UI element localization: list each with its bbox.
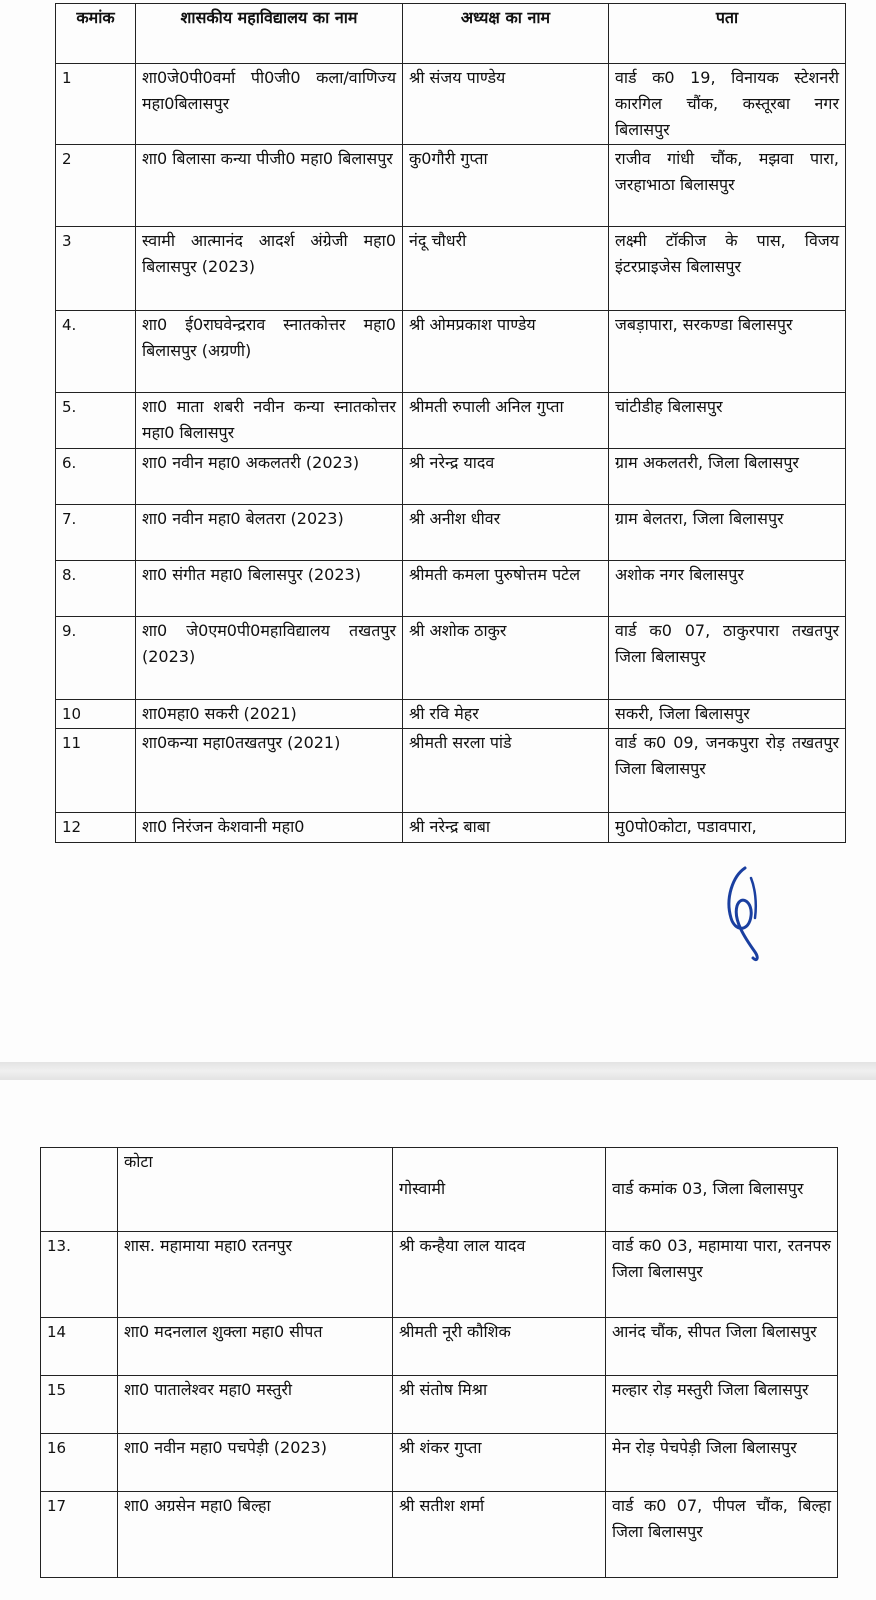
table-row bbox=[56, 505, 846, 561]
college-cell: शा0 संगीत महा0 बिलासपुर (2023) bbox=[136, 561, 403, 617]
college-header: शासकीय महाविद्यालय का नाम bbox=[136, 4, 403, 64]
serial-cell: 13. bbox=[41, 1232, 118, 1318]
table-row bbox=[41, 1318, 838, 1376]
head-cell: श्रीमती सरला पांडे bbox=[403, 729, 609, 813]
table-row bbox=[56, 393, 846, 449]
college-cell: शा0 माता शबरी नवीन कन्या स्नातकोत्तर महा0 बिलासपुर bbox=[136, 393, 403, 449]
table-row bbox=[41, 1232, 838, 1318]
address-cell: मु0पो0कोटा, पडावपारा, bbox=[609, 813, 846, 843]
college-cell: शास. महामाया महा0 रतनपुर bbox=[118, 1232, 393, 1318]
address-cell: वार्ड क0 03, महामाया पारा, रतनपरु जिला बिलासपुर bbox=[606, 1232, 838, 1318]
head-cell: श्री संतोष मिश्रा bbox=[393, 1376, 606, 1434]
table-row bbox=[56, 617, 846, 700]
serial-cell: 5. bbox=[56, 393, 136, 449]
serial-cell: 4. bbox=[56, 311, 136, 393]
table-row bbox=[56, 227, 846, 311]
college-cell: शा0 ई0राघवेन्द्रराव स्नातकोत्तर महा0 बिलासपुर (अग्रणी) bbox=[136, 311, 403, 393]
address-cell: मल्हार रोड़ मस्तुरी जिला बिलासपुर bbox=[606, 1376, 838, 1434]
table-row bbox=[56, 449, 846, 505]
address-cell: वार्ड कमांक 03, जिला बिलासपुर bbox=[606, 1148, 838, 1232]
college-cell: कोटा bbox=[118, 1148, 393, 1232]
college-cell: शा0कन्या महा0तखतपुर (2021) bbox=[136, 729, 403, 813]
table-row bbox=[56, 700, 846, 729]
address-cell: मेन रोड़ पेचपेड़ी जिला बिलासपुर bbox=[606, 1434, 838, 1492]
table-row bbox=[41, 1376, 838, 1434]
serial-cell: 2 bbox=[56, 145, 136, 227]
address-cell: वार्ड क0 07, ठाकुरपारा तखतपुर जिला बिलासपुर bbox=[609, 617, 846, 700]
head-cell: श्री कन्हैया लाल यादव bbox=[393, 1232, 606, 1318]
address-cell: आनंद चौंक, सीपत जिला बिलासपुर bbox=[606, 1318, 838, 1376]
college-cell: शा0 मदनलाल शुक्ला महा0 सीपत bbox=[118, 1318, 393, 1376]
address-cell: वार्ड क0 19, विनायक स्टेशनरी कारगिल चौंक, कस्तूरबा नगर बिलासपुर bbox=[609, 64, 846, 145]
address-cell: ग्राम अकलतरी, जिला बिलासपुर bbox=[609, 449, 846, 505]
serial-cell: 6. bbox=[56, 449, 136, 505]
college-cell: शा0 पातालेश्वर महा0 मस्तुरी bbox=[118, 1376, 393, 1434]
address-cell: वार्ड क0 09, जनकपुरा रोड़ तखतपुर जिला बिलासपुर bbox=[609, 729, 846, 813]
college-cell: शा0जे0पी0वर्मा पी0जी0 कला/वाणिज्य महा0बिलासपुर bbox=[136, 64, 403, 145]
serial-cell: 16 bbox=[41, 1434, 118, 1492]
page-divider bbox=[0, 1062, 876, 1080]
head-cell: श्री नरेन्द्र बाबा bbox=[403, 813, 609, 843]
table-row bbox=[56, 813, 846, 843]
head-cell: श्री संजय पाण्डेय bbox=[403, 64, 609, 145]
table-row bbox=[41, 1492, 838, 1578]
signature-mark bbox=[715, 858, 775, 968]
address-cell: चांटीडीह बिलासपुर bbox=[609, 393, 846, 449]
serial-cell: 10 bbox=[56, 700, 136, 729]
serial-header: कमांक bbox=[56, 4, 136, 64]
college-cell: शा0 बिलासा कन्या पीजी0 महा0 बिलासपुर bbox=[136, 145, 403, 227]
address-cell: लक्ष्मी टॉकीज के पास, विजय इंटरप्राइजेस बिलासपुर bbox=[609, 227, 846, 311]
head-cell: श्री अशोक ठाकुर bbox=[403, 617, 609, 700]
college-cell: स्वामी आत्मानंद आदर्श अंग्रेजी महा0 बिलासपुर (2023) bbox=[136, 227, 403, 311]
document-page-2 bbox=[0, 1080, 876, 1600]
serial-cell: 7. bbox=[56, 505, 136, 561]
head-cell: श्रीमती रुपाली अनिल गुप्ता bbox=[403, 393, 609, 449]
head-cell: श्री रवि मेहर bbox=[403, 700, 609, 729]
serial-cell: 9. bbox=[56, 617, 136, 700]
serial-cell: 3 bbox=[56, 227, 136, 311]
college-cell: शा0 अग्रसेन महा0 बिल्हा bbox=[118, 1492, 393, 1578]
head-cell: श्री अनीश धीवर bbox=[403, 505, 609, 561]
head-cell: श्री शंकर गुप्ता bbox=[393, 1434, 606, 1492]
serial-cell: 15 bbox=[41, 1376, 118, 1434]
head-cell: श्री नरेन्द्र यादव bbox=[403, 449, 609, 505]
college-cell: शा0 नवीन महा0 अकलतरी (2023) bbox=[136, 449, 403, 505]
serial-cell bbox=[41, 1148, 118, 1232]
table-row bbox=[56, 64, 846, 145]
serial-cell: 14 bbox=[41, 1318, 118, 1376]
address-cell: राजीव गांधी चौंक, मझवा पारा, जरहाभाठा बिलासपुर bbox=[609, 145, 846, 227]
head-header: अध्यक्ष का नाम bbox=[403, 4, 609, 64]
table-row bbox=[56, 729, 846, 813]
college-cell: शा0 नवीन महा0 बेलतरा (2023) bbox=[136, 505, 403, 561]
table-row bbox=[41, 1148, 838, 1232]
address-cell: ग्राम बेलतरा, जिला बिलासपुर bbox=[609, 505, 846, 561]
college-cell: शा0 नवीन महा0 पचपेड़ी (2023) bbox=[118, 1434, 393, 1492]
colleges-table-part-2 bbox=[40, 1147, 838, 1578]
head-cell: नंदू चौधरी bbox=[403, 227, 609, 311]
head-cell: श्री ओमप्रकाश पाण्डेय bbox=[403, 311, 609, 393]
table-row bbox=[56, 561, 846, 617]
address-header: पता bbox=[609, 4, 846, 64]
address-cell: सकरी, जिला बिलासपुर bbox=[609, 700, 846, 729]
serial-cell: 11 bbox=[56, 729, 136, 813]
head-cell: कु0गौरी गुप्ता bbox=[403, 145, 609, 227]
address-cell: अशोक नगर बिलासपुर bbox=[609, 561, 846, 617]
table-row bbox=[56, 311, 846, 393]
serial-cell: 8. bbox=[56, 561, 136, 617]
serial-cell: 17 bbox=[41, 1492, 118, 1578]
head-cell: श्री सतीश शर्मा bbox=[393, 1492, 606, 1578]
colleges-table-part-1 bbox=[55, 3, 846, 843]
serial-cell: 1 bbox=[56, 64, 136, 145]
head-cell: श्रीमती नूरी कौशिक bbox=[393, 1318, 606, 1376]
table-row bbox=[41, 1434, 838, 1492]
address-cell: जबड़ापारा, सरकण्डा बिलासपुर bbox=[609, 311, 846, 393]
college-cell: शा0 निरंजन केशवानी महा0 bbox=[136, 813, 403, 843]
college-cell: शा0 जे0एम0पी0महाविद्यालय तखतपुर (2023) bbox=[136, 617, 403, 700]
head-cell: श्रीमती कमला पुरुषोत्तम पटेल bbox=[403, 561, 609, 617]
address-cell: वार्ड क0 07, पीपल चौंक, बिल्हा जिला बिलासपुर bbox=[606, 1492, 838, 1578]
table-header-row bbox=[56, 4, 846, 64]
college-cell: शा0महा0 सकरी (2021) bbox=[136, 700, 403, 729]
table-row bbox=[56, 145, 846, 227]
head-cell: गोस्वामी bbox=[393, 1148, 606, 1232]
serial-cell: 12 bbox=[56, 813, 136, 843]
